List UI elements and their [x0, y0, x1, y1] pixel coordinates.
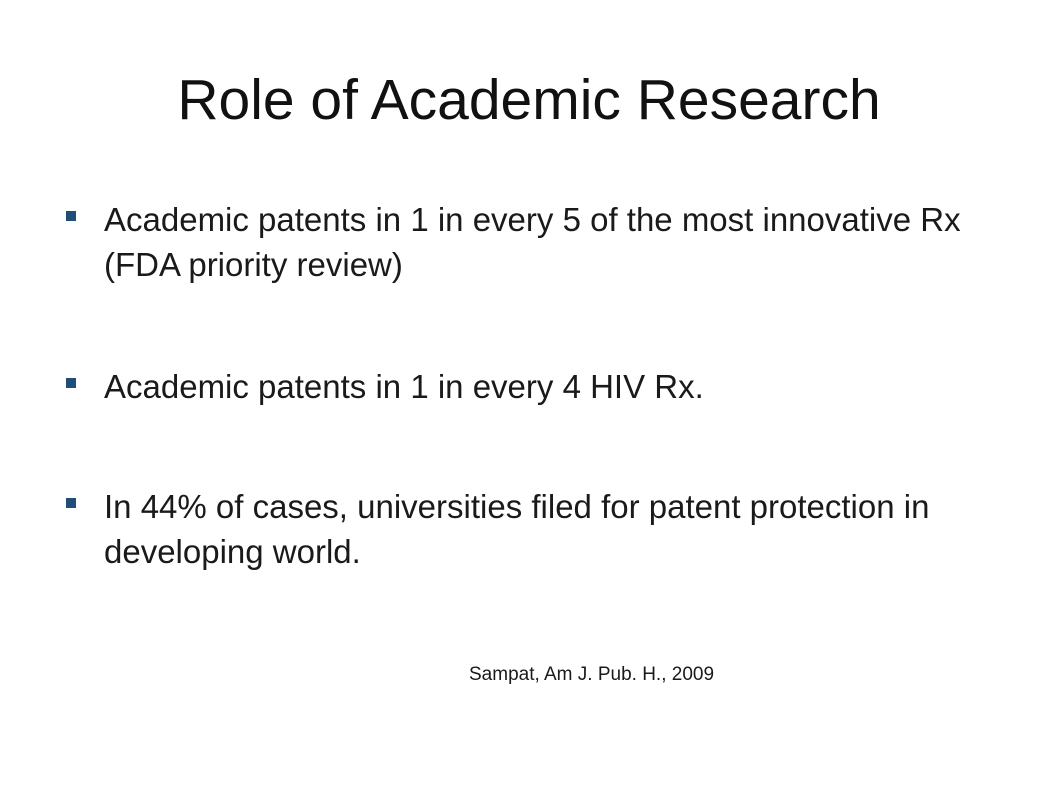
slide-title: Role of Academic Research — [177, 68, 881, 132]
square-bullet-icon — [66, 211, 76, 221]
square-bullet-icon — [66, 498, 76, 508]
citation: Sampat, Am J. Pub. H., 2009 — [469, 664, 715, 685]
bullet-text: In 44% of cases, universities filed for patent protection in developing world. — [104, 488, 930, 570]
square-bullet-icon — [66, 378, 76, 388]
bullet-text: Academic patents in 1 in every 5 of the most innovative Rx (FDA priority review) — [104, 201, 961, 283]
bullet-text: Academic patents in 1 in every 4 HIV Rx. — [104, 368, 704, 405]
